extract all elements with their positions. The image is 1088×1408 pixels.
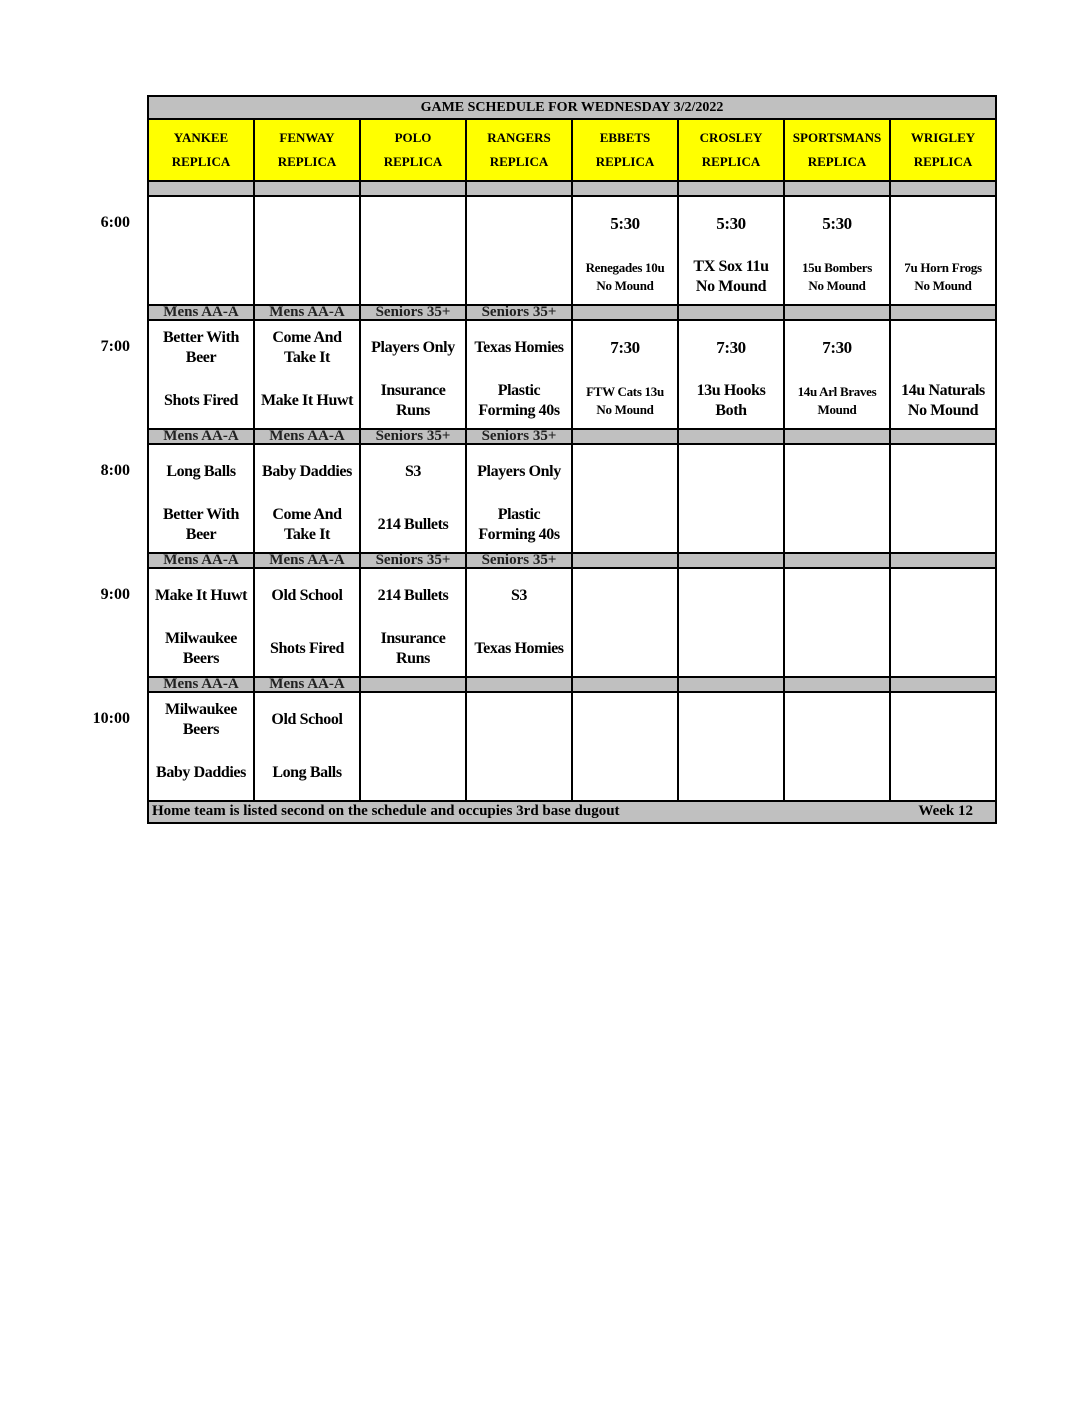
game-line: TX Sox 11u (693, 258, 769, 276)
game-line: No Mound (914, 278, 972, 294)
team-top: 5:30 (716, 213, 746, 233)
game-line: No Mound (808, 278, 866, 294)
game-line: Renegades 10u (585, 260, 665, 276)
slot-time: 6:00 (100, 214, 130, 231)
team-top (785, 569, 889, 623)
game-line: Beers (182, 650, 220, 668)
team-top (255, 321, 359, 375)
game-cell (466, 568, 572, 677)
division-row (138, 429, 996, 444)
team-top: Make It Huwt (154, 586, 248, 604)
field-name: WRIGLEY (910, 130, 976, 145)
game-line: No Mound (596, 278, 654, 294)
week-label: Week 12 (918, 803, 973, 819)
slot-row (138, 320, 996, 429)
game-line: Beer (185, 348, 217, 366)
team-top (149, 197, 253, 251)
team-bottom (361, 623, 465, 677)
slot-time: 10:00 (92, 710, 130, 727)
game-line: Take It (284, 526, 330, 544)
game-cell (254, 444, 360, 553)
team-bottom (467, 747, 571, 801)
division-label (890, 429, 996, 444)
game-line: Both (715, 402, 747, 420)
field-sub: REPLICA (489, 154, 549, 169)
division-label: Mens AA-A (254, 429, 360, 444)
game-line: Take It (284, 348, 330, 366)
team-bottom (785, 623, 889, 677)
team-bottom (467, 251, 571, 305)
game-cell (890, 444, 996, 553)
team-bottom (679, 375, 783, 429)
game-line: Better With (162, 506, 240, 524)
time-col-spacer (138, 553, 148, 568)
team-top (679, 693, 783, 747)
team-top (467, 693, 571, 747)
game-line: 14u Naturals (901, 382, 985, 400)
team-bottom: 214 Bullets (377, 516, 449, 534)
game-line: No Mound (596, 402, 654, 418)
time-label (138, 568, 148, 677)
team-bottom (149, 251, 253, 305)
team-bottom (891, 375, 995, 429)
field-name: CROSLEY (699, 130, 763, 145)
team-bottom: Shots Fired (270, 640, 344, 658)
team-bottom: Texas Homies (474, 640, 564, 658)
division-label: Seniors 35+ (360, 429, 466, 444)
division-row (138, 305, 996, 320)
game-cell (678, 568, 784, 677)
header-band-cell (572, 181, 678, 196)
division-label (360, 677, 466, 692)
game-line: Plastic (497, 382, 541, 400)
field-header-wrigley (890, 119, 996, 181)
game-line: Forming 40s (478, 402, 560, 420)
team-top (255, 197, 359, 251)
team-top (891, 321, 995, 375)
field-header-polo (360, 119, 466, 181)
division-label (572, 553, 678, 568)
division-label: Seniors 35+ (466, 429, 572, 444)
division-label (572, 429, 678, 444)
team-top: Old School (271, 710, 343, 728)
game-cell (254, 568, 360, 677)
game-line: No Mound (695, 278, 767, 296)
game-cell (148, 444, 254, 553)
header-band-cell (678, 181, 784, 196)
game-line: 7u Horn Frogs (904, 260, 982, 276)
game-cell (678, 320, 784, 429)
game-line: 15u Bombers (801, 260, 872, 276)
time-col-spacer (138, 119, 148, 181)
slot-row (138, 196, 996, 305)
game-cell (360, 568, 466, 677)
team-top: Old School (271, 586, 343, 604)
team-bottom (679, 251, 783, 305)
time-col-spacer (138, 181, 148, 196)
team-bottom (891, 251, 995, 305)
time-label (138, 444, 148, 553)
game-cell (890, 320, 996, 429)
division-label: Mens AA-A (148, 677, 254, 692)
division-label: Mens AA-A (148, 429, 254, 444)
header-band-cell (890, 181, 996, 196)
game-line: 14u Arl Braves (797, 384, 877, 400)
game-cell (572, 444, 678, 553)
game-line: Plastic (497, 506, 541, 524)
game-cell (254, 692, 360, 801)
team-top (149, 693, 253, 747)
game-cell (572, 320, 678, 429)
game-cell (254, 196, 360, 305)
time-label (138, 320, 148, 429)
game-cell (466, 196, 572, 305)
team-bottom (255, 251, 359, 305)
game-cell (254, 320, 360, 429)
game-line: Come And (272, 506, 342, 524)
team-top: 5:30 (822, 213, 852, 233)
game-cell (466, 444, 572, 553)
game-cell (784, 196, 890, 305)
time-col-spacer (138, 305, 148, 320)
header-band-cell (148, 181, 254, 196)
team-top: 214 Bullets (377, 586, 449, 604)
game-line: Beer (185, 526, 217, 544)
game-cell (360, 444, 466, 553)
slot-row (138, 692, 996, 801)
team-bottom (679, 747, 783, 801)
team-bottom (361, 747, 465, 801)
game-line: Beers (182, 720, 220, 738)
game-cell (572, 196, 678, 305)
division-row (138, 677, 996, 692)
field-sub: REPLICA (383, 154, 443, 169)
game-line: Insurance (380, 382, 446, 400)
game-cell (678, 444, 784, 553)
field-sub: REPLICA (595, 154, 655, 169)
field-sub: REPLICA (171, 154, 231, 169)
team-top (467, 197, 571, 251)
team-bottom: Baby Daddies (156, 764, 246, 782)
team-bottom (785, 251, 889, 305)
team-bottom (679, 623, 783, 677)
field-sub: REPLICA (913, 154, 973, 169)
game-cell (890, 568, 996, 677)
game-cell (148, 196, 254, 305)
team-bottom (573, 747, 677, 801)
game-line: Better With (162, 328, 240, 346)
division-label (466, 677, 572, 692)
game-cell (360, 196, 466, 305)
division-label (678, 553, 784, 568)
division-label (572, 677, 678, 692)
header-band-cell (254, 181, 360, 196)
team-bottom (361, 375, 465, 429)
home-team-note: Home team is listed second on the schedule and occupies 3rd base dugout (152, 803, 620, 819)
header-band-cell (360, 181, 466, 196)
division-label: Mens AA-A (148, 305, 254, 320)
game-line: Runs (396, 402, 430, 420)
team-top (573, 569, 677, 623)
field-name: POLO (394, 130, 432, 145)
team-top: S3 (510, 586, 528, 604)
division-label: Seniors 35+ (360, 305, 466, 320)
team-bottom (573, 375, 677, 429)
game-cell (784, 692, 890, 801)
team-top (149, 321, 253, 375)
team-bottom (361, 251, 465, 305)
team-bottom (573, 251, 677, 305)
field-name: SPORTSMANS (792, 130, 882, 145)
team-bottom (255, 499, 359, 553)
division-label: Seniors 35+ (466, 553, 572, 568)
team-top: Texas Homies (474, 338, 564, 356)
time-col-spacer (138, 801, 148, 823)
team-bottom (785, 747, 889, 801)
division-label (890, 677, 996, 692)
game-cell (890, 692, 996, 801)
slot-time: 7:00 (100, 338, 130, 355)
time-col-spacer (138, 677, 148, 692)
team-top: Players Only (477, 462, 561, 480)
team-top: Players Only (371, 338, 455, 356)
slot-time: 9:00 (100, 586, 130, 603)
game-cell (148, 320, 254, 429)
game-cell (360, 320, 466, 429)
division-label: Mens AA-A (148, 553, 254, 568)
team-top (361, 197, 465, 251)
game-line: Runs (396, 650, 430, 668)
team-bottom (573, 499, 677, 553)
time-label (138, 692, 148, 801)
game-cell (572, 568, 678, 677)
game-line: FTW Cats 13u (586, 384, 664, 400)
field-name: FENWAY (279, 130, 335, 145)
team-bottom: Make It Huwt (260, 392, 354, 410)
game-cell (360, 692, 466, 801)
division-label: Seniors 35+ (466, 305, 572, 320)
division-label (678, 429, 784, 444)
time-col-spacer (138, 96, 148, 119)
team-top (361, 693, 465, 747)
time-label (138, 196, 148, 305)
game-cell (148, 568, 254, 677)
team-top: Baby Daddies (262, 462, 352, 480)
game-line: Milwaukee (165, 700, 237, 718)
field-header-crosley (678, 119, 784, 181)
game-line: Insurance (380, 630, 446, 648)
team-bottom (891, 747, 995, 801)
game-cell (784, 568, 890, 677)
game-cell (572, 692, 678, 801)
team-bottom (679, 499, 783, 553)
team-bottom (149, 499, 253, 553)
team-bottom (891, 623, 995, 677)
division-label: Seniors 35+ (360, 553, 466, 568)
team-top: 7:30 (610, 337, 640, 357)
division-label (784, 429, 890, 444)
header-band-cell (784, 181, 890, 196)
field-header-rangers (466, 119, 572, 181)
team-top (891, 197, 995, 251)
game-cell (466, 692, 572, 801)
division-label: Mens AA-A (254, 553, 360, 568)
team-top (573, 693, 677, 747)
game-line: Mound (817, 402, 857, 418)
division-label (784, 305, 890, 320)
game-cell (148, 692, 254, 801)
division-label (784, 677, 890, 692)
team-bottom (149, 623, 253, 677)
division-label (678, 677, 784, 692)
game-line: Come And (272, 328, 342, 346)
field-name: RANGERS (487, 130, 551, 145)
team-bottom: Shots Fired (164, 392, 238, 410)
game-cell (678, 692, 784, 801)
slot-time: 8:00 (100, 462, 130, 479)
team-top: S3 (404, 462, 422, 480)
division-label (678, 305, 784, 320)
division-label (784, 553, 890, 568)
team-top (785, 693, 889, 747)
team-bottom (467, 375, 571, 429)
field-header-yankee (148, 119, 254, 181)
team-top: 5:30 (610, 213, 640, 233)
team-bottom: Long Balls (272, 764, 342, 782)
field-name: EBBETS (599, 130, 651, 145)
game-line: No Mound (907, 402, 979, 420)
game-cell (678, 196, 784, 305)
team-top (891, 569, 995, 623)
team-top (573, 445, 677, 499)
schedule-title: GAME SCHEDULE FOR WEDNESDAY 3/2/2022 (148, 96, 996, 119)
field-sub: REPLICA (701, 154, 761, 169)
schedule-table (138, 95, 997, 824)
schedule-footer (148, 801, 996, 823)
game-cell (784, 444, 890, 553)
team-bottom (891, 499, 995, 553)
game-line: Forming 40s (478, 526, 560, 544)
header-band-cell (466, 181, 572, 196)
field-header-sportsmans (784, 119, 890, 181)
team-top: 7:30 (716, 337, 746, 357)
field-sub: REPLICA (277, 154, 337, 169)
game-cell (890, 196, 996, 305)
field-sub: REPLICA (807, 154, 867, 169)
division-label (890, 553, 996, 568)
game-cell (466, 320, 572, 429)
division-row (138, 553, 996, 568)
division-label: Mens AA-A (254, 677, 360, 692)
field-name: YANKEE (173, 130, 229, 145)
team-top: 7:30 (822, 337, 852, 357)
team-top (679, 569, 783, 623)
division-label (890, 305, 996, 320)
team-top (891, 445, 995, 499)
slot-row (138, 568, 996, 677)
division-label: Mens AA-A (254, 305, 360, 320)
team-bottom (785, 375, 889, 429)
game-line: 13u Hooks (696, 382, 766, 400)
game-cell (784, 320, 890, 429)
division-label (572, 305, 678, 320)
team-top: Long Balls (166, 462, 236, 480)
time-col-spacer (138, 429, 148, 444)
team-top (679, 445, 783, 499)
field-header-fenway (254, 119, 360, 181)
team-top (891, 693, 995, 747)
slot-row (138, 444, 996, 553)
team-bottom (785, 499, 889, 553)
team-top (785, 445, 889, 499)
team-bottom (467, 499, 571, 553)
team-bottom (573, 623, 677, 677)
field-header-ebbets (572, 119, 678, 181)
game-line: Milwaukee (165, 630, 237, 648)
